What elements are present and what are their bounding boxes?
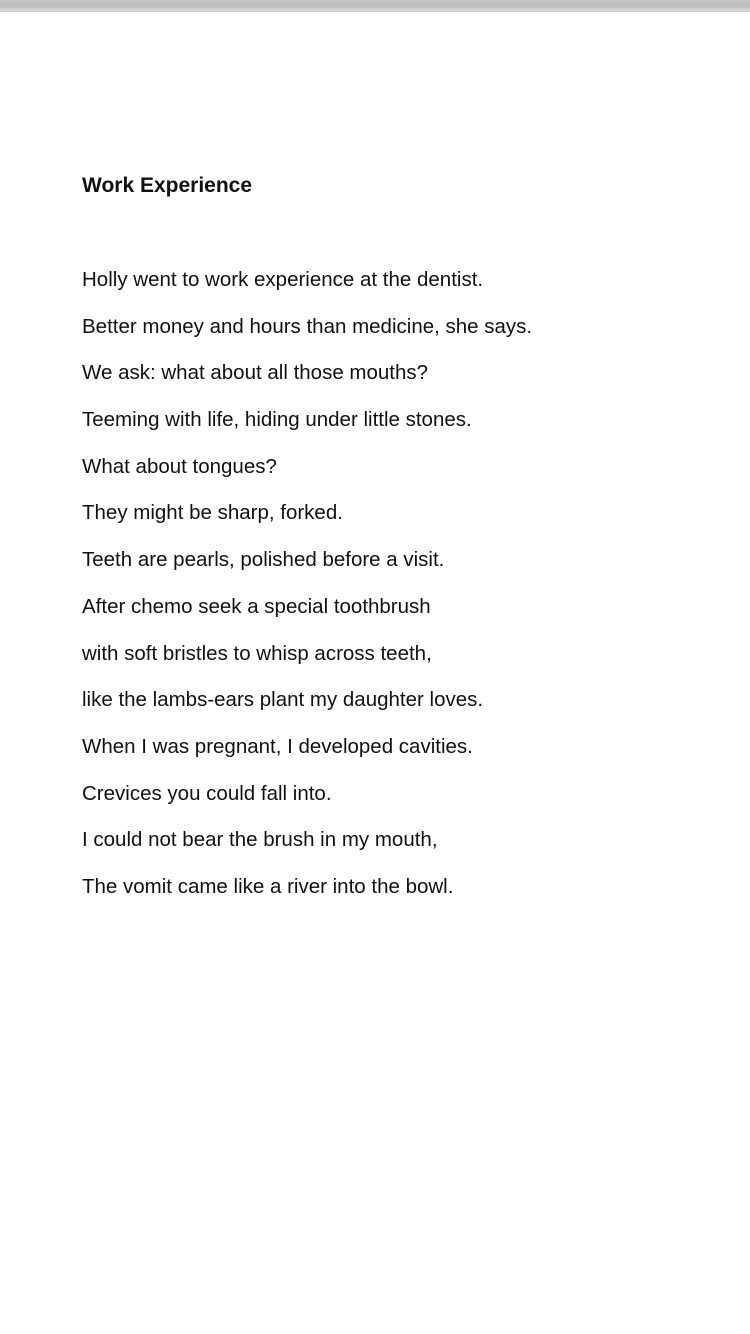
poem-line: with soft bristles to whisp across teeth, xyxy=(82,641,432,665)
document-page[interactable] xyxy=(0,12,750,1334)
poem-line: I could not bear the brush in my mouth, xyxy=(82,828,438,852)
poem-line: After chemo seek a special toothbrush xyxy=(82,594,431,618)
poem-line: They might be sharp, forked. xyxy=(82,501,343,525)
poem-line: Holly went to work experience at the dentist. xyxy=(82,268,484,291)
poem-line: We ask: what about all those mouths? xyxy=(82,361,429,385)
poem-line: The vomit came like a river into the bowl. xyxy=(82,874,454,898)
poem-line: Better money and hours than medicine, she says. xyxy=(82,314,533,338)
poem-line: Teeming with life, hiding under little stones. xyxy=(82,408,472,432)
poem-line: Teeth are pearls, polished before a visit. xyxy=(82,548,445,572)
poem-body xyxy=(82,266,532,920)
poem-line: What about tongues? xyxy=(82,454,277,478)
poem-line: When I was pregnant, I developed cavities. xyxy=(82,734,473,758)
poem-line: like the lambs-ears plant my daughter loves. xyxy=(82,688,484,712)
poem-title: Work Experience xyxy=(82,174,253,197)
top-edge-bar xyxy=(0,0,750,12)
poem-line: Crevices you could fall into. xyxy=(82,781,332,805)
